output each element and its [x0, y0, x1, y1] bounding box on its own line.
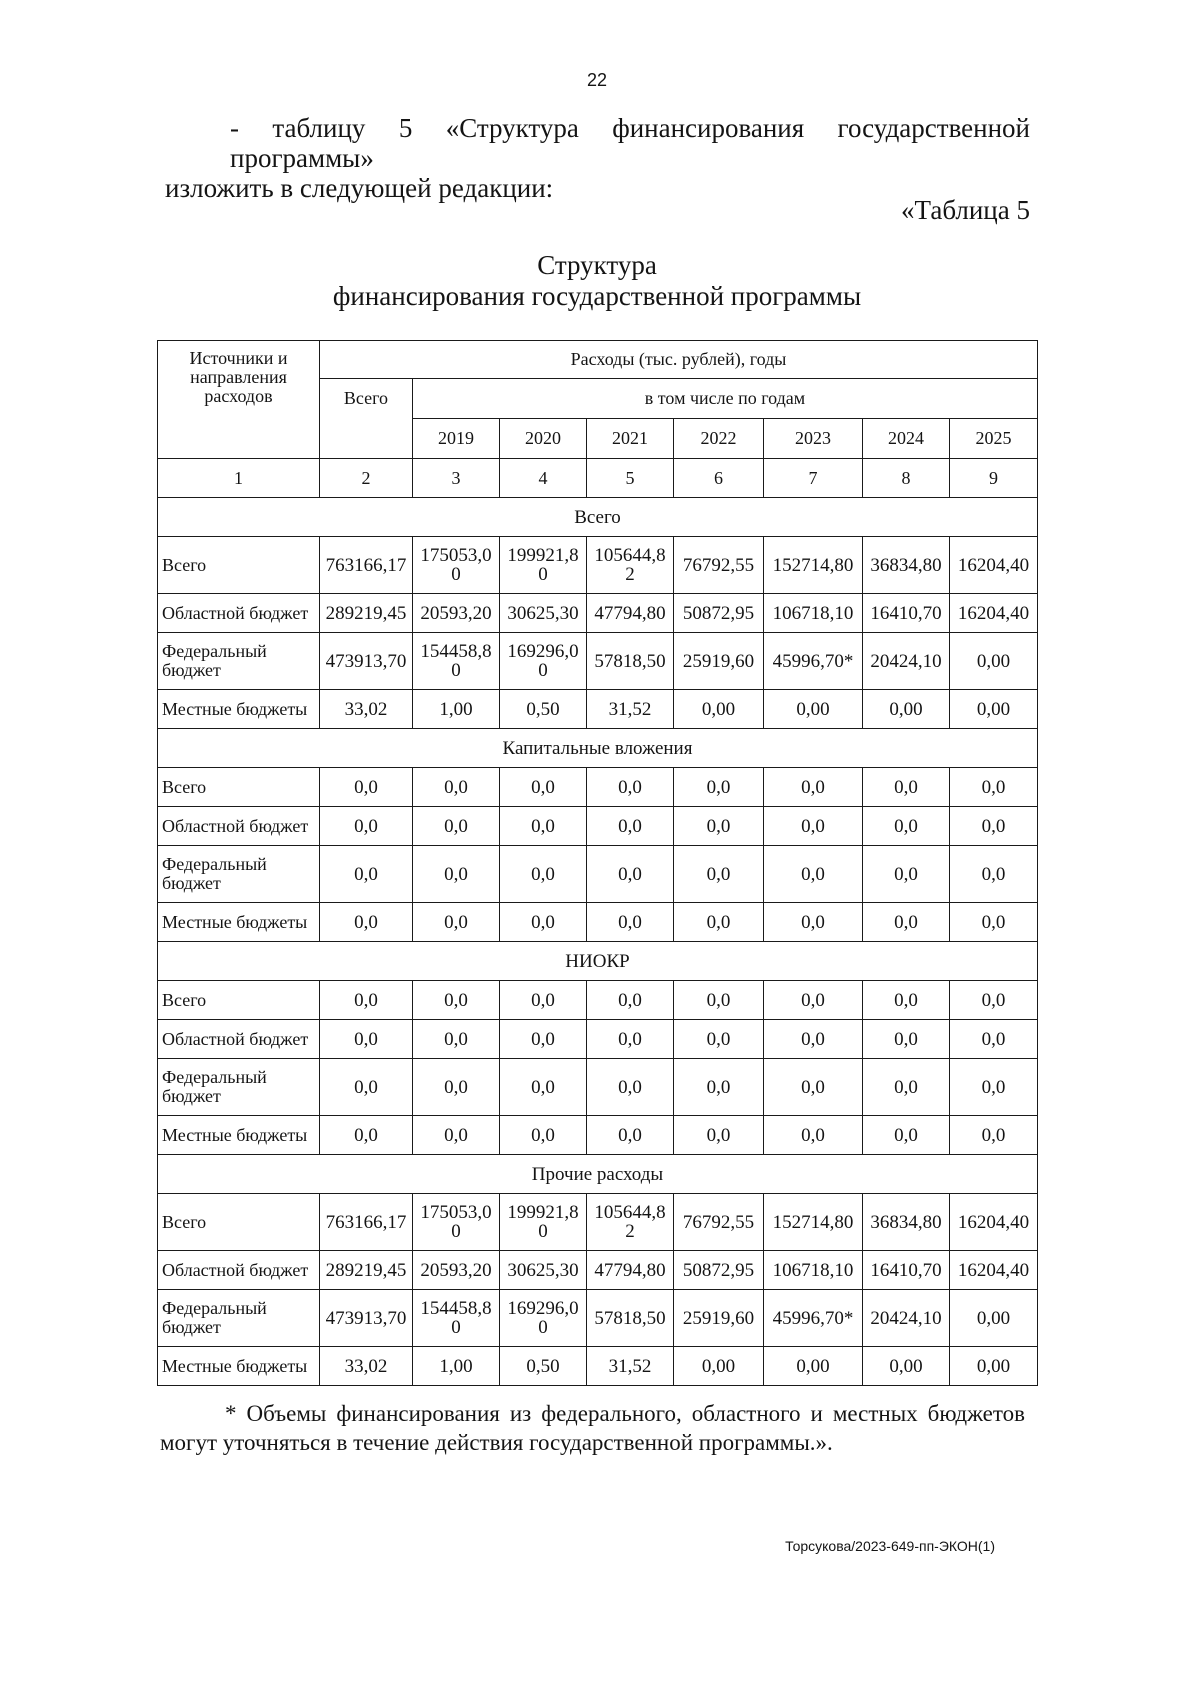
value-cell: 152714,80 [764, 537, 863, 594]
value-cell: 0,0 [413, 807, 500, 846]
value-cell: 0,0 [413, 1059, 500, 1116]
value-cell: 0,0 [320, 981, 413, 1020]
header-year: 2019 [413, 419, 500, 459]
row-label: Федеральный бюджет [158, 1059, 320, 1116]
table-title-line-2: финансирования государственной программы [332, 281, 862, 311]
row-label: Областной бюджет [158, 594, 320, 633]
value-cell: 0,0 [863, 1020, 950, 1059]
value-cell: 106718,10 [764, 594, 863, 633]
value-cell: 0,0 [674, 1059, 764, 1116]
table-header [158, 341, 1038, 498]
table-body [158, 498, 1038, 1386]
value-cell: 175053,00 [413, 537, 500, 594]
value-cell: 0,0 [320, 846, 413, 903]
value-cell: 289219,45 [320, 1251, 413, 1290]
value-cell: 20424,10 [863, 1290, 950, 1347]
value-cell: 0,0 [320, 1059, 413, 1116]
value-cell: 33,02 [320, 690, 413, 729]
table-row [158, 768, 1038, 807]
value-cell: 0,0 [413, 903, 500, 942]
header-year: 2021 [587, 419, 674, 459]
header-year: 2025 [950, 419, 1038, 459]
value-cell: 169296,00 [500, 633, 587, 690]
value-cell: 0,0 [320, 903, 413, 942]
value-cell: 0,0 [950, 903, 1038, 942]
value-cell: 33,02 [320, 1347, 413, 1386]
value-cell: 76792,55 [674, 1194, 764, 1251]
value-cell: 0,0 [413, 1020, 500, 1059]
value-cell: 0,0 [587, 1020, 674, 1059]
section-title: НИОКР [158, 942, 1038, 981]
table-row [158, 690, 1038, 729]
value-cell: 25919,60 [674, 633, 764, 690]
table-reference: «Таблица 5 [901, 195, 1030, 225]
intro-line-1: - таблицу 5 «Структура финансирования государственной программы» [230, 113, 1030, 173]
value-cell: 0,0 [500, 768, 587, 807]
value-cell: 0,0 [674, 768, 764, 807]
value-cell: 0,0 [950, 1116, 1038, 1155]
value-cell: 0,0 [587, 981, 674, 1020]
table-row [158, 537, 1038, 594]
value-cell: 45996,70* [764, 1290, 863, 1347]
value-cell: 16410,70 [863, 1251, 950, 1290]
intro-paragraph [165, 113, 1030, 203]
value-cell: 47794,80 [587, 1251, 674, 1290]
value-cell: 36834,80 [863, 537, 950, 594]
value-cell: 0,00 [950, 1347, 1038, 1386]
row-label: Всего [158, 768, 320, 807]
value-cell: 0,50 [500, 690, 587, 729]
column-number: 4 [500, 459, 587, 498]
value-cell: 30625,30 [500, 1251, 587, 1290]
section-header-row [158, 498, 1038, 537]
footer-reference: Торсукова/2023-649-пп-ЭКОН(1) [785, 1538, 995, 1554]
intro-line-2: изложить в следующей редакции: [165, 173, 554, 203]
value-cell: 0,0 [674, 1020, 764, 1059]
value-cell: 0,00 [950, 1290, 1038, 1347]
value-cell: 0,0 [500, 807, 587, 846]
table-row [158, 981, 1038, 1020]
row-label: Местные бюджеты [158, 1347, 320, 1386]
value-cell: 0,0 [764, 846, 863, 903]
value-cell: 0,00 [674, 690, 764, 729]
value-cell: 105644,82 [587, 537, 674, 594]
value-cell: 31,52 [587, 690, 674, 729]
value-cell: 0,0 [674, 981, 764, 1020]
value-cell: 154458,80 [413, 1290, 500, 1347]
value-cell: 199921,80 [500, 1194, 587, 1251]
row-label: Федеральный бюджет [158, 1290, 320, 1347]
value-cell: 25919,60 [674, 1290, 764, 1347]
table-row [158, 1290, 1038, 1347]
value-cell: 0,00 [950, 633, 1038, 690]
value-cell: 16204,40 [950, 594, 1038, 633]
table-row [158, 903, 1038, 942]
value-cell: 0,0 [863, 846, 950, 903]
value-cell: 0,0 [950, 846, 1038, 903]
value-cell: 0,0 [413, 768, 500, 807]
row-label: Областной бюджет [158, 807, 320, 846]
value-cell: 0,0 [674, 846, 764, 903]
table-row [158, 1116, 1038, 1155]
header-expenses: Расходы (тыс. рублей), годы [320, 341, 1038, 379]
header-year: 2024 [863, 419, 950, 459]
row-label: Федеральный бюджет [158, 633, 320, 690]
header-total: Всего [320, 379, 413, 459]
value-cell: 106718,10 [764, 1251, 863, 1290]
section-title: Всего [158, 498, 1038, 537]
header-by-years: в том числе по годам [413, 379, 1038, 419]
page-number: 22 [586, 70, 608, 90]
row-label: Местные бюджеты [158, 690, 320, 729]
value-cell: 57818,50 [587, 633, 674, 690]
table-row [158, 594, 1038, 633]
value-cell: 0,0 [413, 981, 500, 1020]
value-cell: 0,0 [500, 846, 587, 903]
value-cell: 0,50 [500, 1347, 587, 1386]
value-cell: 0,0 [320, 1020, 413, 1059]
value-cell: 175053,00 [413, 1194, 500, 1251]
row-label: Местные бюджеты [158, 1116, 320, 1155]
row-label: Федеральный бюджет [158, 846, 320, 903]
value-cell: 199921,80 [500, 537, 587, 594]
financing-structure-table [157, 340, 1038, 1386]
section-header-row [158, 942, 1038, 981]
value-cell: 169296,00 [500, 1290, 587, 1347]
value-cell: 0,0 [863, 1059, 950, 1116]
value-cell: 0,0 [950, 807, 1038, 846]
value-cell: 0,0 [863, 1116, 950, 1155]
value-cell: 16204,40 [950, 1194, 1038, 1251]
value-cell: 0,0 [500, 903, 587, 942]
value-cell: 16410,70 [863, 594, 950, 633]
table-row [158, 1251, 1038, 1290]
value-cell: 0,00 [863, 690, 950, 729]
value-cell: 0,0 [587, 768, 674, 807]
header-year: 2020 [500, 419, 587, 459]
header-year: 2023 [764, 419, 863, 459]
value-cell: 31,52 [587, 1347, 674, 1386]
value-cell: 50872,95 [674, 594, 764, 633]
value-cell: 0,0 [764, 981, 863, 1020]
value-cell: 0,0 [950, 768, 1038, 807]
value-cell: 20593,20 [413, 1251, 500, 1290]
row-label: Областной бюджет [158, 1020, 320, 1059]
value-cell: 763166,17 [320, 1194, 413, 1251]
value-cell: 0,0 [863, 768, 950, 807]
value-cell: 57818,50 [587, 1290, 674, 1347]
value-cell: 0,0 [413, 1116, 500, 1155]
value-cell: 0,0 [320, 807, 413, 846]
table-row [158, 846, 1038, 903]
value-cell: 0,0 [950, 1059, 1038, 1116]
column-number: 8 [863, 459, 950, 498]
value-cell: 152714,80 [764, 1194, 863, 1251]
table-row [158, 1347, 1038, 1386]
value-cell: 30625,30 [500, 594, 587, 633]
value-cell: 0,0 [320, 768, 413, 807]
table-row [158, 1059, 1038, 1116]
column-number: 3 [413, 459, 500, 498]
row-label: Местные бюджеты [158, 903, 320, 942]
value-cell: 0,0 [587, 846, 674, 903]
section-header-row [158, 1155, 1038, 1194]
value-cell: 0,0 [674, 1116, 764, 1155]
table-container [157, 340, 1037, 1386]
value-cell: 0,00 [764, 1347, 863, 1386]
value-cell: 16204,40 [950, 537, 1038, 594]
column-number: 2 [320, 459, 413, 498]
footnote-line-1: * Объемы финансирования из федерального, областного и местных бюджетов [225, 1401, 1025, 1426]
value-cell: 45996,70* [764, 633, 863, 690]
value-cell: 0,0 [587, 1116, 674, 1155]
value-cell: 0,0 [587, 807, 674, 846]
value-cell: 0,0 [950, 981, 1038, 1020]
value-cell: 0,0 [764, 807, 863, 846]
value-cell: 0,0 [764, 1020, 863, 1059]
column-number: 5 [587, 459, 674, 498]
value-cell: 105644,82 [587, 1194, 674, 1251]
value-cell: 0,0 [863, 903, 950, 942]
row-label: Всего [158, 537, 320, 594]
value-cell: 0,0 [950, 1020, 1038, 1059]
value-cell: 0,0 [500, 1116, 587, 1155]
value-cell: 0,00 [674, 1347, 764, 1386]
section-title: Прочие расходы [158, 1155, 1038, 1194]
table-row [158, 1020, 1038, 1059]
value-cell: 0,0 [500, 981, 587, 1020]
value-cell: 0,00 [950, 690, 1038, 729]
table-title-line-1: Структура [537, 250, 657, 280]
table-row [158, 633, 1038, 690]
table-row [158, 807, 1038, 846]
row-label: Областной бюджет [158, 1251, 320, 1290]
column-number: 1 [158, 459, 320, 498]
value-cell: 20424,10 [863, 633, 950, 690]
column-number: 9 [950, 459, 1038, 498]
value-cell: 0,0 [500, 1059, 587, 1116]
value-cell: 0,0 [863, 807, 950, 846]
table-row [158, 1194, 1038, 1251]
value-cell: 0,0 [764, 768, 863, 807]
header-row-1 [158, 341, 1038, 379]
value-cell: 473913,70 [320, 633, 413, 690]
value-cell: 0,00 [863, 1347, 950, 1386]
value-cell: 0,0 [863, 981, 950, 1020]
column-number: 6 [674, 459, 764, 498]
value-cell: 36834,80 [863, 1194, 950, 1251]
value-cell: 289219,45 [320, 594, 413, 633]
table-title [0, 250, 1194, 312]
value-cell: 154458,80 [413, 633, 500, 690]
column-numbers-row [158, 459, 1038, 498]
section-header-row [158, 729, 1038, 768]
header-year: 2022 [674, 419, 764, 459]
row-label: Всего [158, 981, 320, 1020]
value-cell: 0,0 [674, 807, 764, 846]
value-cell: 1,00 [413, 690, 500, 729]
value-cell: 1,00 [413, 1347, 500, 1386]
row-label: Всего [158, 1194, 320, 1251]
value-cell: 0,0 [500, 1020, 587, 1059]
section-title: Капитальные вложения [158, 729, 1038, 768]
value-cell: 0,0 [320, 1116, 413, 1155]
footnote [160, 1399, 1025, 1457]
header-source: Источники и направления расходов [158, 341, 320, 459]
value-cell: 20593,20 [413, 594, 500, 633]
value-cell: 50872,95 [674, 1251, 764, 1290]
value-cell: 0,0 [674, 903, 764, 942]
value-cell: 0,0 [764, 1059, 863, 1116]
value-cell: 0,00 [764, 690, 863, 729]
value-cell: 0,0 [764, 903, 863, 942]
value-cell: 16204,40 [950, 1251, 1038, 1290]
footnote-line-2: могут уточняться в течение действия государственной программы.». [160, 1430, 833, 1455]
column-number: 7 [764, 459, 863, 498]
value-cell: 47794,80 [587, 594, 674, 633]
value-cell: 0,0 [587, 1059, 674, 1116]
value-cell: 0,0 [764, 1116, 863, 1155]
value-cell: 473913,70 [320, 1290, 413, 1347]
value-cell: 0,0 [413, 846, 500, 903]
value-cell: 76792,55 [674, 537, 764, 594]
value-cell: 763166,17 [320, 537, 413, 594]
value-cell: 0,0 [587, 903, 674, 942]
